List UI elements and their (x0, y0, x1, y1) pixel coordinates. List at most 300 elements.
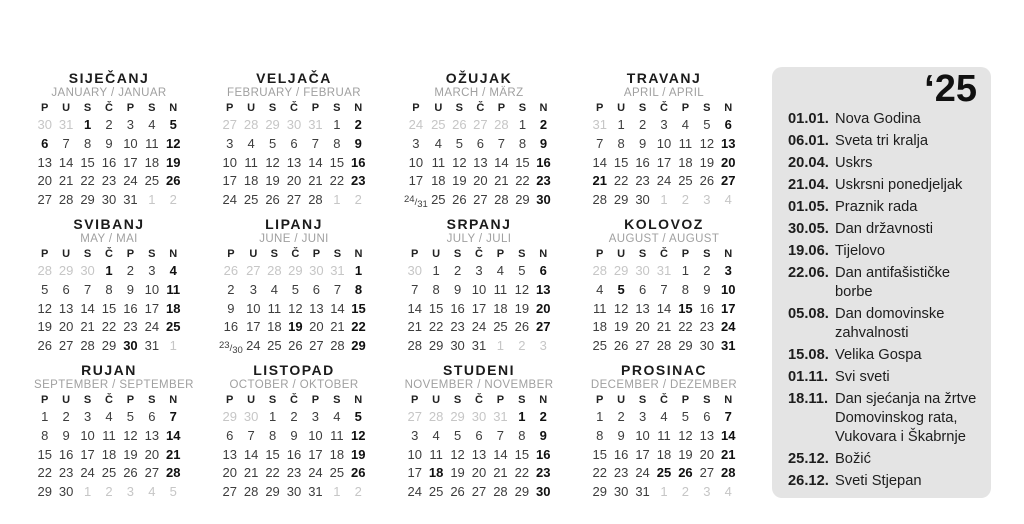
day-cell: 22 (428, 319, 444, 335)
weekday-header: S (455, 102, 464, 114)
holiday-name: Svi sveti (835, 369, 890, 385)
day-cell: 26 (166, 173, 181, 189)
day-cell: 29 (80, 192, 95, 208)
day-cell: 4 (148, 484, 156, 500)
day-cell: 25 (656, 465, 672, 481)
day-cell: 7 (496, 427, 505, 443)
day-cell: 5 (169, 117, 177, 132)
day-cell: 31 (721, 338, 736, 354)
day-cell: 4 (432, 427, 440, 443)
day-cell: 28 (428, 408, 444, 424)
weekday-header: P (126, 393, 135, 406)
day-cell: 12 (166, 135, 181, 151)
day-cell: 29 (613, 262, 629, 278)
day-cell: 25 (166, 319, 181, 335)
day-cell: 4 (169, 262, 177, 278)
day-cell: 26 (223, 262, 239, 278)
day-cell: 6 (41, 135, 49, 151)
holiday-name: Dan antifašističke borbe (835, 265, 951, 300)
day-cell: 1 (333, 484, 341, 500)
weekday-header: S (518, 247, 526, 260)
day-cell: 23 (613, 465, 629, 481)
weekday-header: U (247, 393, 256, 406)
day-cell: 7 (62, 135, 70, 151)
day-cell: 12 (699, 135, 715, 151)
day-cell: 17 (408, 173, 424, 189)
day-cell: 25 (329, 465, 345, 481)
day-cell: 9 (539, 135, 548, 151)
day-cell: 1 (660, 192, 668, 208)
weekday-header: P (312, 247, 321, 260)
month-subtitle: NOVEMBER / NOVEMBER (404, 378, 554, 391)
day-cell: 6 (148, 408, 156, 424)
day-cell: 2 (638, 117, 647, 132)
day-cell: 28 (493, 484, 508, 500)
day-cell: 6 (290, 135, 298, 151)
day-cell: 9 (354, 135, 362, 151)
holiday-item (788, 368, 979, 387)
day-cell: 10 (123, 135, 138, 151)
weekday-header: S (148, 102, 156, 114)
holiday-date: 15.08. (788, 347, 829, 363)
day-cell: 30 (536, 484, 551, 500)
day-cell: 17 (308, 446, 323, 462)
weekday-header: P (681, 247, 690, 260)
day-cell: 25 (431, 192, 446, 208)
day-cell: 2 (617, 408, 625, 424)
day-cell: 28 (267, 262, 282, 278)
month-title: VELJAČA (256, 70, 332, 86)
weekday-header: N (354, 247, 363, 260)
holiday-date: 25.12. (788, 451, 829, 467)
weekday-header: Č (291, 247, 300, 260)
day-cell: 26 (613, 338, 629, 354)
weekday-header: P (596, 102, 604, 114)
day-cell: 8 (333, 135, 341, 151)
weekday-header: S (703, 393, 711, 406)
day-cell: 2 (681, 484, 690, 500)
day-cell: 19 (123, 446, 138, 462)
day-cell: 28 (166, 465, 181, 481)
day-cell: 2 (105, 484, 113, 500)
day-cell: 23 (536, 173, 551, 189)
day-cell: 10 (144, 281, 160, 297)
day-cell: 30 (613, 484, 629, 500)
weekday-header: Č (105, 102, 113, 114)
day-cell: 1 (518, 408, 526, 424)
day-cell: 29 (515, 192, 530, 208)
day-cell: 9 (453, 281, 462, 297)
day-cell: 26 (288, 338, 303, 354)
day-cell: 16 (351, 154, 366, 170)
day-cell: 19 (452, 173, 467, 189)
day-cell: 15 (514, 446, 530, 462)
day-cell: 17 (123, 154, 138, 170)
day-cell: 20 (536, 300, 551, 316)
day-cell: 18 (101, 446, 117, 462)
day-cell: 13 (222, 446, 237, 462)
day-cell: 5 (617, 281, 625, 297)
day-cell: 8 (268, 427, 277, 443)
day-cell: 9 (617, 427, 625, 443)
month-day-grid (219, 247, 369, 356)
month-title: KOLOVOZ (624, 215, 704, 232)
day-cell: 21 (493, 465, 508, 481)
day-cell: 27 (635, 338, 650, 354)
day-cell: 30 (101, 192, 117, 208)
weekday-header: P (411, 393, 419, 406)
day-cell: 6 (638, 281, 647, 297)
day-cell: 10 (408, 154, 424, 170)
day-cell: 5 (455, 135, 463, 151)
day-cell: 24 (308, 465, 323, 481)
weekday-header: U (62, 247, 71, 260)
day-cell: 2 (539, 408, 547, 424)
day-cell: 10 (407, 446, 422, 462)
weekday-header: Č (105, 393, 113, 406)
day-cell: 31 (471, 338, 487, 354)
day-cell: 7 (497, 135, 506, 151)
day-cell: 8 (354, 281, 363, 297)
day-cell: 2 (62, 408, 70, 424)
day-cell: 24 (246, 338, 261, 354)
day-cell: 31 (493, 408, 508, 424)
day-cell: 20 (37, 173, 52, 189)
day-cell: 8 (681, 281, 690, 297)
day-cell: 5 (268, 135, 277, 151)
day-cell: 14 (80, 300, 95, 316)
day-cell: 1 (496, 338, 505, 354)
weekday-header: P (596, 393, 604, 406)
day-cell: 25 (267, 338, 282, 354)
day-cell: 26 (450, 484, 465, 500)
day-cell: 1 (41, 408, 49, 424)
month-1 (34, 70, 184, 210)
day-cell: 13 (309, 300, 324, 316)
day-cell: 6 (312, 281, 321, 297)
weekday-header: N (169, 393, 178, 406)
day-cell: 15 (515, 154, 530, 170)
weekday-header: U (249, 247, 258, 260)
day-cell: 28 (721, 465, 736, 481)
day-cell: 3 (226, 135, 234, 151)
day-cell: 28 (592, 192, 607, 208)
day-cell: 21 (58, 173, 74, 189)
month-subtitle: MARCH / MÄRZ (434, 87, 524, 99)
day-cell: 18 (678, 154, 693, 170)
weekday-header: P (311, 393, 320, 406)
day-cell: 30 (309, 262, 324, 278)
day-cell: 3 (703, 192, 711, 208)
day-cell: 22 (101, 319, 117, 335)
day-cell (219, 337, 243, 356)
day-cell: 21 (166, 446, 181, 462)
day-cell: 13 (144, 427, 160, 443)
day-cell: 16 (286, 446, 302, 462)
weekday-header: U (617, 102, 626, 114)
weekday-header: P (126, 102, 135, 114)
weekday-header: P (41, 102, 49, 114)
weekday-header: Č (290, 393, 298, 406)
weekday-header: U (434, 102, 443, 114)
day-cell: 19 (514, 300, 530, 316)
holiday-name: Sveti Stjepan (835, 473, 922, 489)
day-cell: 28 (243, 117, 259, 132)
holiday-item (788, 110, 979, 129)
weekday-header: S (148, 247, 156, 260)
day-cell: 29 (58, 262, 74, 278)
day-cell: 30 (635, 262, 650, 278)
day-cell: 10 (246, 300, 261, 316)
day-cell: 13 (286, 154, 302, 170)
day-cell: 9 (290, 427, 298, 443)
month-day-grid (404, 247, 554, 356)
weekday-header: Č (660, 102, 668, 114)
day-cell: 16 (101, 154, 117, 170)
holiday-name: Sveta tri kralja (835, 133, 929, 149)
weekday-header: S (638, 247, 647, 260)
holiday-name: Nova Godina (835, 111, 921, 127)
day-cell: 23 (536, 465, 551, 481)
day-cell: 28 (592, 262, 607, 278)
holiday-item (788, 450, 979, 469)
holiday-date: 21.04. (788, 177, 829, 193)
day-cell: 1 (148, 192, 156, 208)
day-cell: 28 (80, 338, 95, 354)
day-cell: 22 (329, 173, 345, 189)
day-cell: 2 (354, 484, 362, 500)
day-cell: 22 (265, 465, 280, 481)
day-cell: 9 (126, 281, 135, 297)
day-cell: 21 (80, 319, 95, 335)
day-cell: 4 (724, 192, 732, 208)
day-cell: 14 (592, 154, 607, 170)
day-cell: 13 (58, 300, 74, 316)
day-cell: 5 (453, 427, 462, 443)
weekday-header: S (638, 393, 647, 406)
day-cell: 7 (660, 281, 668, 297)
day-cell: 15 (428, 300, 444, 316)
weekday-header: P (497, 102, 506, 114)
day-cell: 27 (471, 484, 487, 500)
day-cell: 8 (596, 427, 604, 443)
day-cell: 25 (592, 338, 607, 354)
day-cell: 23 (58, 465, 74, 481)
month-title: OŽUJAK (445, 70, 513, 86)
day-cell: 25 (428, 484, 444, 500)
day-cell: 15 (678, 300, 693, 316)
day-cell: 20 (222, 465, 237, 481)
day-cell: 6 (226, 427, 234, 443)
weekday-header: N (169, 247, 178, 260)
day-cell: 1 (596, 408, 604, 424)
day-cell: 16 (699, 300, 715, 316)
month-5 (34, 216, 184, 356)
day-cell: 27 (37, 192, 52, 208)
weekday-header: U (62, 393, 71, 406)
weekday-header: S (268, 102, 277, 114)
day-cell: 28 (494, 192, 509, 208)
day-cell: 11 (166, 281, 181, 297)
day-cell: 11 (493, 281, 508, 297)
month-subtitle: JANUARY / JANUAR (51, 87, 167, 99)
day-cell: 11 (678, 135, 693, 151)
day-cell: 5 (518, 262, 526, 278)
day-cell: 24 (408, 117, 424, 132)
weekday-header: S (703, 247, 711, 260)
day-cell: 3 (249, 281, 257, 297)
day-cell: 19 (265, 173, 280, 189)
day-cell: 30 (699, 338, 715, 354)
day-cell: 10 (721, 281, 736, 297)
day-cell: 3 (148, 262, 156, 278)
day-cell: 31 (330, 262, 345, 278)
day-cell: 12 (351, 427, 366, 443)
day-cell: 3 (126, 117, 135, 132)
day-cell: 28 (243, 484, 259, 500)
weekday-header: N (724, 102, 733, 114)
weekday-header: Č (660, 393, 668, 406)
weekday-header: U (432, 393, 441, 406)
day-cell: 15 (329, 154, 345, 170)
weekday-header: S (453, 247, 462, 260)
day-cell: 22 (351, 319, 366, 335)
day-cell: 23 (450, 319, 465, 335)
day-cell: 12 (613, 300, 629, 316)
weekday-header: S (148, 393, 156, 406)
day-cell: 18 (267, 319, 282, 335)
day-cell: 24 (471, 319, 487, 335)
day-cell: 30 (37, 117, 52, 132)
holidays-panel (772, 67, 991, 498)
day-cell: 29 (351, 338, 366, 354)
day-cell: 25 (493, 319, 508, 335)
day-cell: 29 (101, 338, 117, 354)
month-subtitle: JULY / JULI (446, 232, 512, 245)
day-cell: 30 (243, 408, 259, 424)
day-cell: 2 (290, 408, 298, 424)
day-cell: 29 (592, 484, 607, 500)
day-cell: 2 (105, 117, 113, 132)
day-cell: 1 (432, 262, 440, 278)
day-cell: 22 (678, 319, 693, 335)
day-cell: 28 (330, 338, 345, 354)
day-cell: 28 (494, 117, 509, 132)
weekday-header: P (411, 247, 419, 260)
day-cell: 30 (286, 117, 302, 132)
day-cell: 30 (123, 338, 138, 354)
day-cell: 17 (471, 300, 487, 316)
day-cell: 5 (703, 117, 711, 132)
day-cell: 1 (354, 262, 363, 278)
day-cell: 14 (407, 300, 422, 316)
day-cell: 22 (592, 465, 607, 481)
day-cell: 31 (656, 262, 672, 278)
day-cell: 24 (656, 173, 672, 189)
day-cell: 18 (243, 173, 259, 189)
day-cell: 2 (518, 338, 526, 354)
weekday-header: S (703, 102, 711, 114)
day-cell: 17 (656, 154, 672, 170)
day-cell: 1 (105, 262, 113, 278)
day-cell: 20 (699, 446, 715, 462)
day-cell: 24 (407, 484, 422, 500)
day-cell: 16 (123, 300, 138, 316)
day-cell: 1 (617, 117, 625, 132)
day-cell: 16 (613, 446, 629, 462)
day-cell: 7 (333, 281, 342, 297)
day-cell: 1 (268, 408, 277, 424)
day-cell: 14 (656, 300, 672, 316)
day-cell: 31 (592, 117, 607, 132)
day-cell: 24 (222, 192, 237, 208)
weekday-header: U (432, 247, 441, 260)
month-day-grid (219, 101, 369, 210)
weekday-header: S (270, 247, 279, 260)
day-cell: 3 (703, 484, 711, 500)
day-cell: 3 (411, 427, 419, 443)
holiday-date: 01.11. (788, 369, 829, 385)
month-subtitle: OCTOBER / OKTOBER (229, 378, 359, 391)
day-cell: 29 (450, 408, 465, 424)
day-cell: 29 (678, 338, 693, 354)
day-cell: 10 (222, 154, 237, 170)
day-cell: 9 (638, 135, 647, 151)
month-subtitle: APRIL / APRIL (623, 87, 705, 99)
day-cell: 18 (656, 446, 672, 462)
day-cell: 11 (267, 300, 282, 316)
day-cell: 12 (514, 281, 530, 297)
holiday-name: Dan državnosti (835, 221, 933, 237)
day-cell: 4 (660, 408, 668, 424)
day-cell: 27 (473, 192, 488, 208)
day-cell: 25 (678, 173, 693, 189)
day-cell: 9 (703, 281, 711, 297)
day-cell (404, 191, 428, 210)
day-cell: 5 (169, 484, 177, 500)
day-cell: 19 (288, 319, 303, 335)
day-cell: 24 (635, 465, 650, 481)
day-cell: 21 (407, 319, 422, 335)
day-cell: 12 (452, 154, 467, 170)
day-cell: 27 (286, 192, 302, 208)
month-title: LISTOPAD (253, 361, 335, 378)
holiday-name: Dan domovinske zahvalnosti (835, 306, 945, 341)
month-4 (589, 70, 739, 210)
day-cell: 4 (270, 281, 278, 297)
weekday-header: P (681, 393, 690, 406)
day-cell: 15 (592, 446, 607, 462)
day-cell: 12 (265, 154, 280, 170)
day-cell: 31 (308, 484, 323, 500)
holiday-name: Uskrsni ponedjeljak (835, 177, 963, 193)
holiday-item (788, 390, 979, 447)
day-cell: 13 (37, 154, 52, 170)
day-cell: 14 (494, 154, 509, 170)
weekday-header: S (638, 102, 647, 114)
weekday-header: S (333, 102, 341, 114)
holiday-date: 26.12. (788, 473, 829, 489)
weekday-header: S (333, 393, 341, 406)
day-cell: 10 (635, 427, 650, 443)
day-cell: 30 (450, 338, 465, 354)
day-cell: 8 (41, 427, 49, 443)
weekday-header: S (83, 393, 92, 406)
day-cell: 20 (471, 465, 487, 481)
month-title: SIJEČANJ (68, 70, 150, 86)
day-cell: 4 (496, 262, 505, 278)
weekday-header: P (126, 247, 135, 260)
